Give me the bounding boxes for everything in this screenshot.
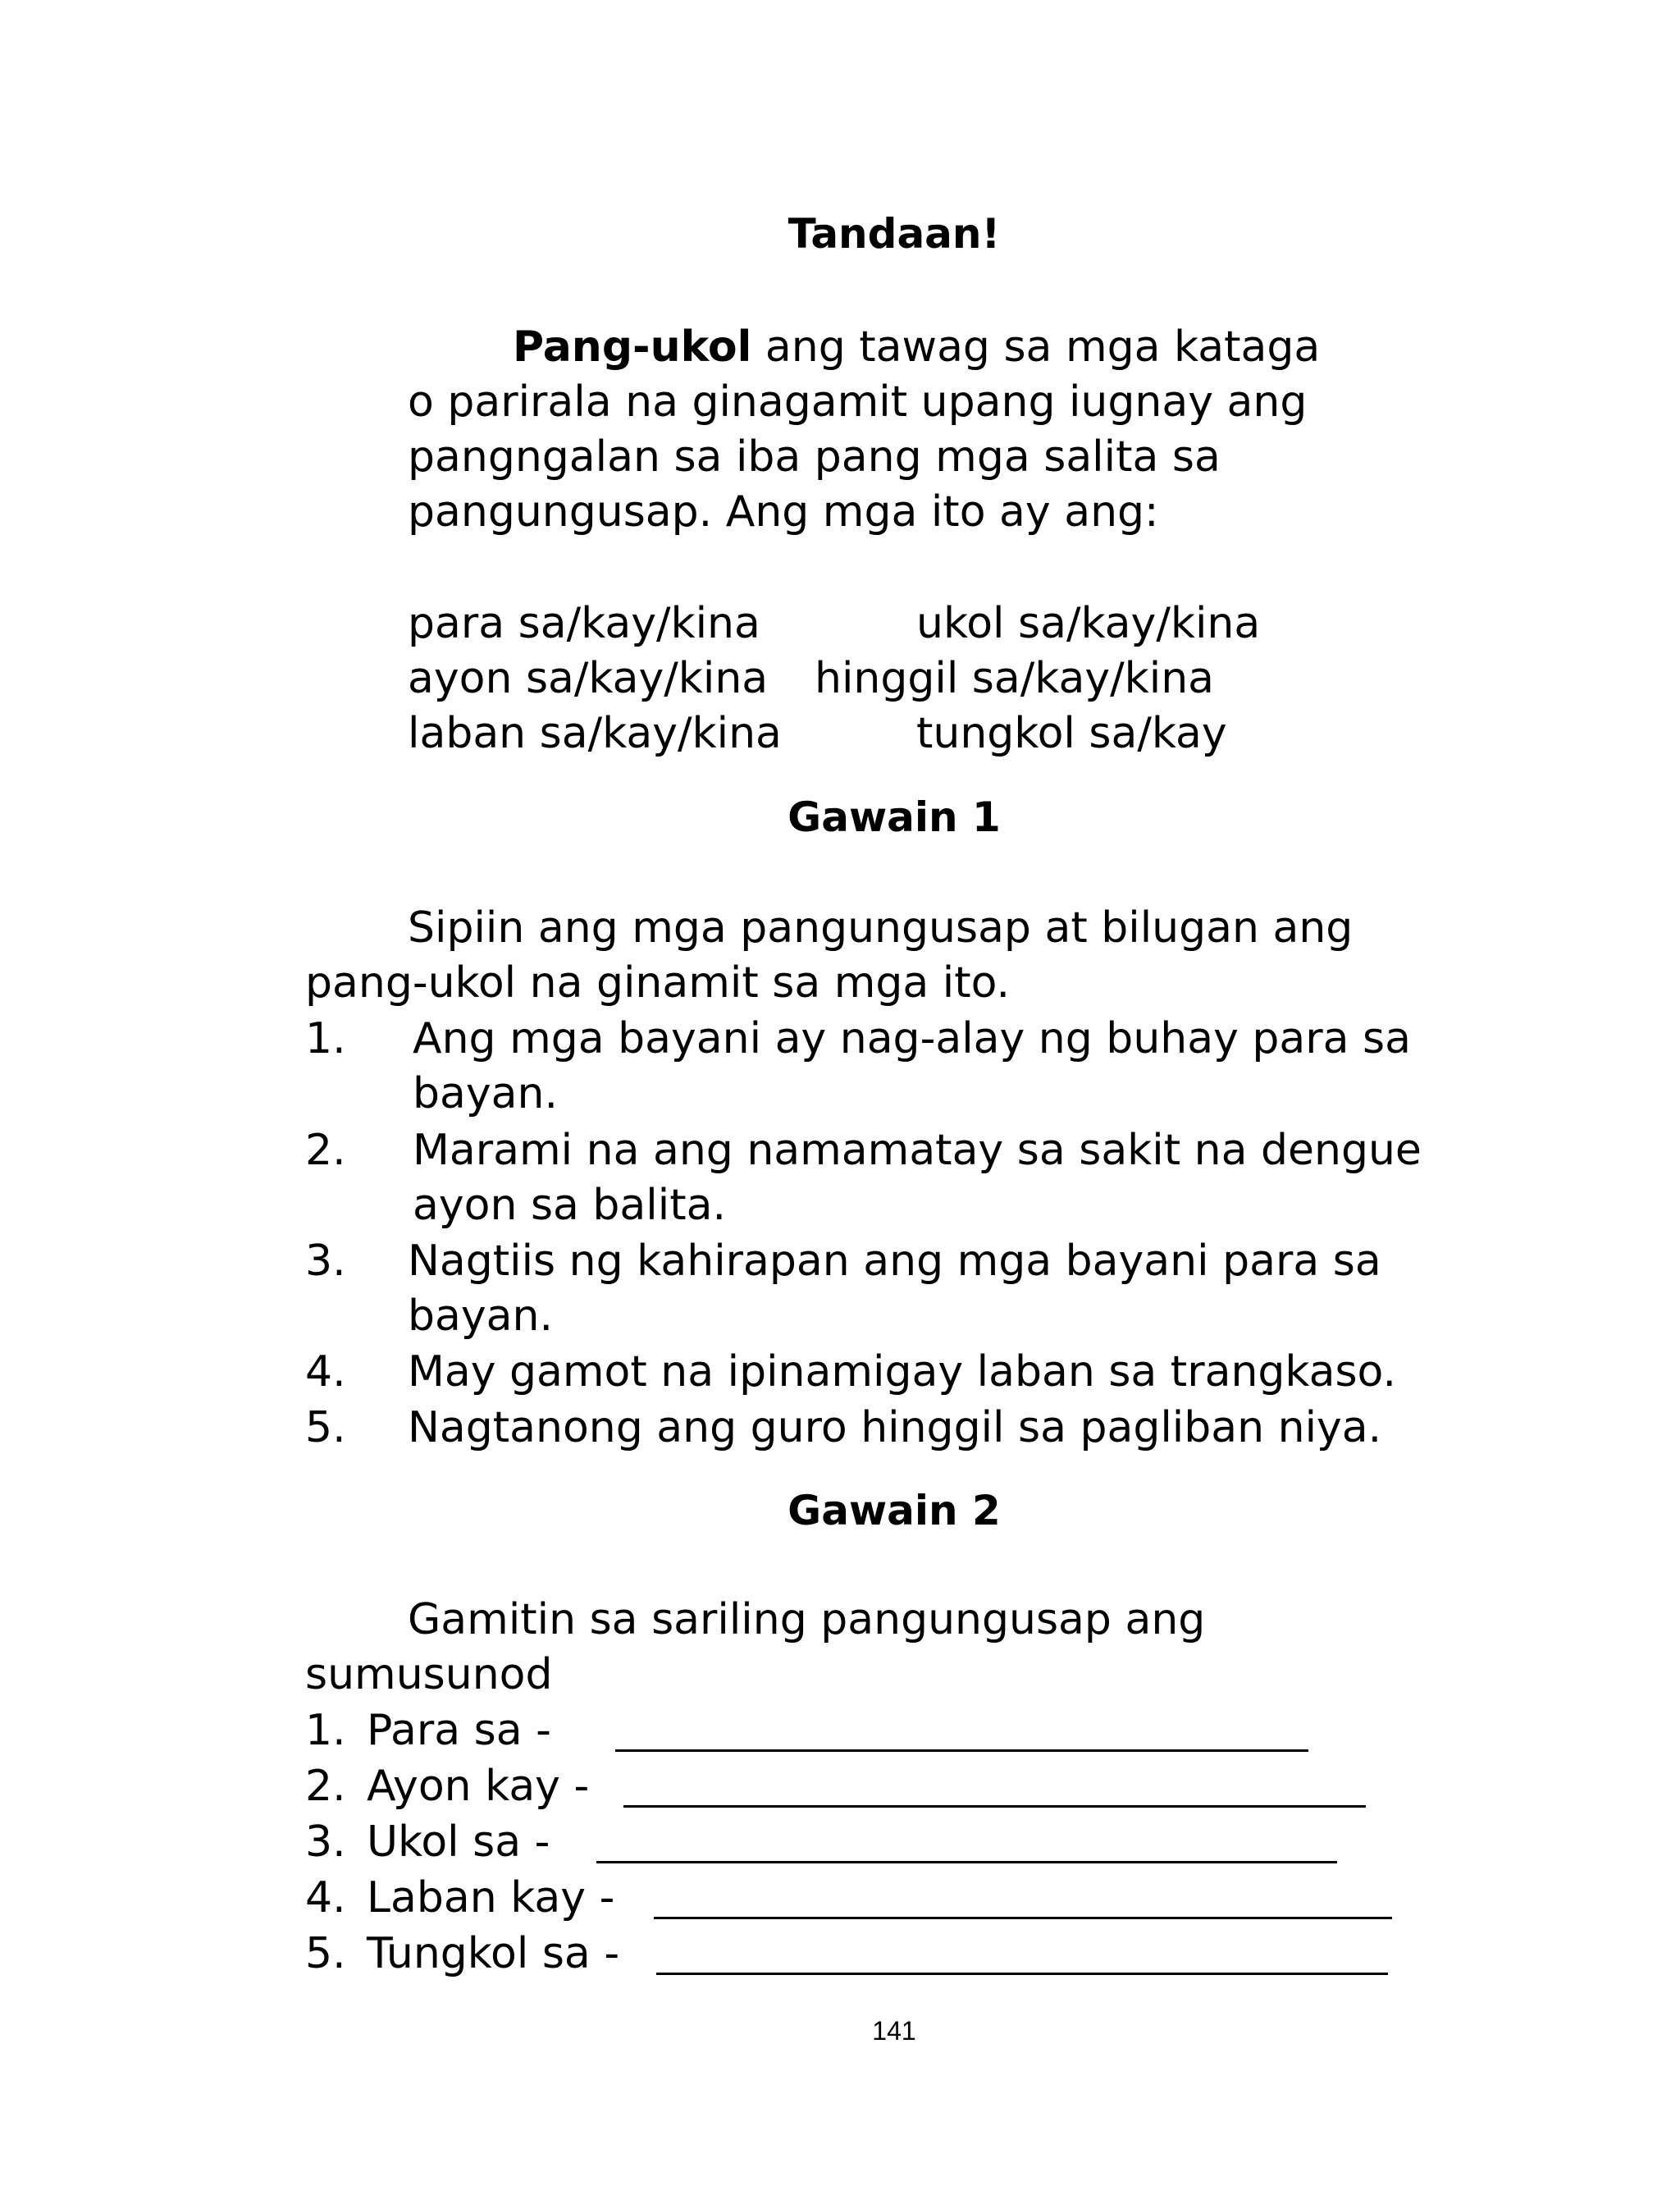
gawain-2-instruction-line-2: sumusunod bbox=[305, 1650, 553, 1699]
gawain-1-sentence-continued: ayon sa balita. bbox=[413, 1181, 726, 1230]
gawain-1-item-number: 4. bbox=[305, 1347, 346, 1397]
gawain-2-item-number: 2. bbox=[305, 1762, 346, 1811]
preposition-list-item: para sa/kay/kina bbox=[408, 599, 760, 648]
preposition-list-item: hinggil sa/kay/kina bbox=[815, 654, 1215, 703]
answer-line[interactable] bbox=[656, 1973, 1388, 1975]
preposition-list-item: tungkol sa/kay bbox=[916, 709, 1227, 758]
gawain-1-sentence-continued: bayan. bbox=[413, 1069, 558, 1118]
gawain-1-item-number: 5. bbox=[305, 1403, 346, 1452]
gawain-2-item-label: Tungkol sa - bbox=[367, 1929, 620, 1978]
answer-line[interactable] bbox=[654, 1917, 1392, 1919]
gawain-2-item-label: Laban kay - bbox=[367, 1873, 615, 1923]
answer-line[interactable] bbox=[615, 1749, 1308, 1752]
gawain-2-heading: Gawain 2 bbox=[788, 1487, 1001, 1534]
answer-line[interactable] bbox=[623, 1805, 1366, 1808]
gawain-1-sentence-continued: bayan. bbox=[408, 1292, 553, 1341]
gawain-2-item-label: Ayon kay - bbox=[367, 1762, 590, 1811]
definition-line-3: pangngalan sa iba pang mga salita sa bbox=[408, 432, 1221, 482]
gawain-2-item-number: 4. bbox=[305, 1873, 346, 1923]
definition-line-2: o parirala na ginagamit upang iugnay ang bbox=[408, 377, 1308, 427]
preposition-list-item: ayon sa/kay/kina bbox=[408, 654, 769, 703]
gawain-2-item-number: 3. bbox=[305, 1817, 346, 1867]
gawain-1-instruction-line-1: Sipiin ang mga pangungusap at bilugan ang bbox=[408, 903, 1354, 953]
gawain-1-sentence: Marami na ang namamatay sa sakit na dengue bbox=[413, 1126, 1422, 1175]
gawain-2-instruction-line-1: Gamitin sa sariling pangungusap ang bbox=[408, 1595, 1206, 1644]
definition-line-4: pangungusap. Ang mga ito ay ang: bbox=[408, 487, 1159, 537]
definition-term: Pang-ukol bbox=[513, 322, 752, 372]
answer-line[interactable] bbox=[596, 1861, 1337, 1863]
preposition-list-item: ukol sa/kay/kina bbox=[916, 599, 1261, 648]
page-number: 141 bbox=[872, 2016, 916, 2046]
gawain-2-item-label: Para sa - bbox=[367, 1706, 551, 1755]
gawain-1-item-number: 1. bbox=[305, 1014, 346, 1063]
gawain-1-item-number: 2. bbox=[305, 1126, 346, 1175]
gawain-2-item-number: 1. bbox=[305, 1706, 346, 1755]
gawain-1-sentence: May gamot na ipinamigay laban sa trangkaso. bbox=[408, 1347, 1396, 1397]
preposition-list-item: laban sa/kay/kina bbox=[408, 709, 782, 758]
definition-line-1 bbox=[513, 320, 1320, 374]
definition-line-1-rest: ang tawag sa mga kataga bbox=[751, 322, 1321, 372]
gawain-1-heading: Gawain 1 bbox=[788, 793, 1001, 841]
tandaan-heading: Tandaan! bbox=[788, 210, 1001, 258]
gawain-1-sentence: Ang mga bayani ay nag-alay ng buhay para sa bbox=[413, 1014, 1411, 1063]
gawain-1-sentence: Nagtiis ng kahirapan ang mga bayani para sa bbox=[408, 1237, 1381, 1286]
gawain-2-item-number: 5. bbox=[305, 1929, 346, 1978]
gawain-1-item-number: 3. bbox=[305, 1237, 346, 1286]
gawain-1-sentence: Nagtanong ang guro hinggil sa pagliban niya. bbox=[408, 1403, 1382, 1452]
gawain-1-instruction-line-2: pang-ukol na ginamit sa mga ito. bbox=[305, 958, 1011, 1008]
gawain-2-item-label: Ukol sa - bbox=[367, 1817, 550, 1867]
